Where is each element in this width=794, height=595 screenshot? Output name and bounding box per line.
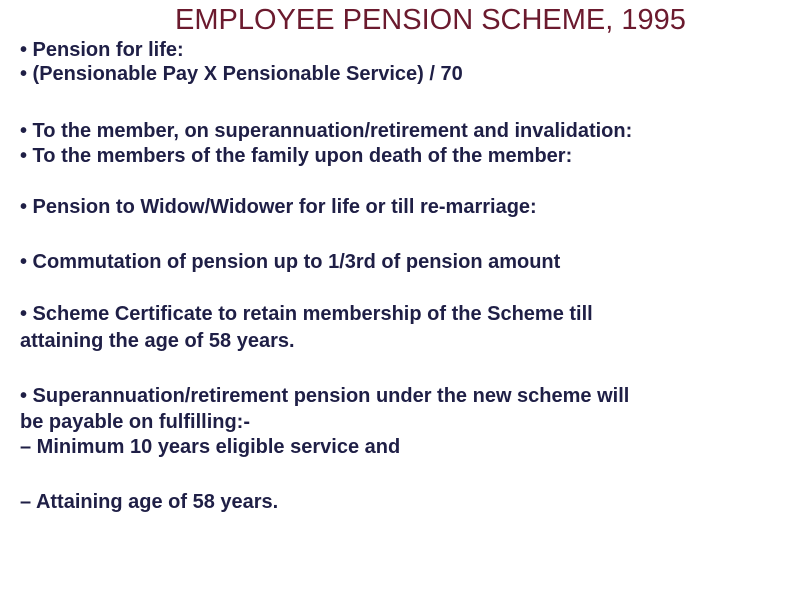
bullet-pension-formula: • (Pensionable Pay X Pensionable Service) / 70 <box>20 63 463 85</box>
bullet-scheme-certificate: • Scheme Certificate to retain membership of the Scheme till <box>20 303 593 325</box>
sub-item-attaining-age: – Attaining age of 58 years. <box>20 491 279 513</box>
bullet-widow-pension: • Pension to Widow/Widower for life or till re-marriage: <box>20 196 537 218</box>
bullet-pension-for-life: • Pension for life: <box>20 39 184 61</box>
bullet-superannuation-pension: • Superannuation/retirement pension under the new scheme will <box>20 385 630 407</box>
sub-item-minimum-service: – Minimum 10 years eligible service and <box>20 436 401 458</box>
slide-title: EMPLOYEE PENSION SCHEME, 1995 <box>175 4 686 36</box>
bullet-member-superannuation: • To the member, on superannuation/retirement and invalidation: <box>20 120 633 142</box>
bullet-commutation: • Commutation of pension up to 1/3rd of pension amount <box>20 251 561 273</box>
bullet-scheme-certificate-cont: attaining the age of 58 years. <box>20 330 295 352</box>
bullet-family-members: • To the members of the family upon death of the member: <box>20 145 573 167</box>
bullet-superannuation-pension-cont: be payable on fulfilling:- <box>20 411 250 433</box>
